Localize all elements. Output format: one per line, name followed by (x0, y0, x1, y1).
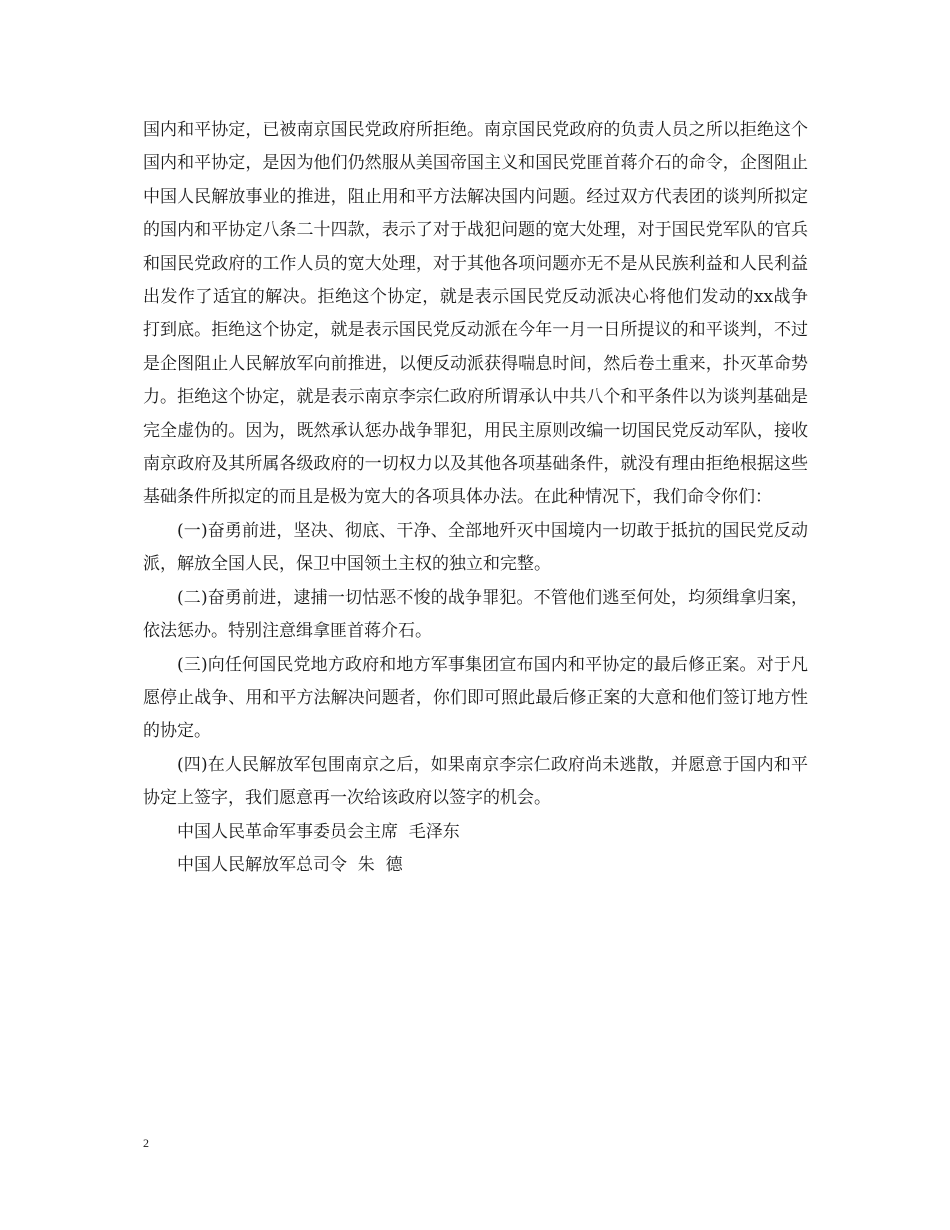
paragraph-order-2: (二)奋勇前进，逮捕一切怙恶不悛的战争罪犯。不管他们逃至何处，均须缉拿归案，依法惩办。特别注意缉拿匪首蒋介石。 (143, 587, 808, 642)
paragraph-order-3: (三)向任何国民党地方政府和地方军事集团宣布国内和平协定的最后修正案。对于凡愿停止战争、用和平方法解决问题者，你们即可照此最后修正案的大意和他们签订地方性的协定。 (143, 654, 808, 742)
paragraph-intro: 国内和平协定，已被南京国民党政府所拒绝。南京国民党政府的负责人员之所以拒绝这个国内和平协定，是因为他们仍然服从美国帝国主义和国民党匪首蒋介石的命令，企图阻止中国人民解放事业的推进，阻止用和平方法解决国内问题。经过双方代表团的谈判所拟定的国内和平协定八条二十四款，表示了对于战犯问题的宽大处理，对于国民党军队的官兵和国民党政府的工作人员的宽大处理，对于其他各项问题亦无不是从民族利益和人民利益出发作了适宜的解决。拒绝这个协定，就是表示国民党反动派决心将他们发动的xx战争打到底。拒绝这个协定，就是表示国民党反动派在今年一月一日所提议的和平谈判，不过是企图阻止人民解放军向前推进，以便反动派获得喘息时间，然后卷土重来，扑灭革命势力。拒绝这个协定，就是表示南京李宗仁政府所谓承认中共八个和平条件以为谈判基础是完全虚伪的。因为，既然承认惩办战争罪犯，用民主原则改编一切国民党反动军队，接收南京政府及其所属各级政府的一切权力以及其他各项基础条件，就没有理由拒绝根据这些基础条件所拟定的而且是极为宽大的各项具体办法。在此种情况下，我们命令你们： (143, 120, 808, 508)
signature-chairman: 中国人民革命军事委员会主席 毛泽东 (177, 821, 460, 842)
signature-commander: 中国人民解放军总司令 朱 德 (177, 854, 403, 875)
paragraph-order-4: (四)在人民解放军包围南京之后，如果南京李宗仁政府尚未逃散，并愿意于国内和平协定上签字，我们愿意再一次给该政府以签字的机会。 (143, 754, 808, 809)
paragraph-order-1: (一)奋勇前进，坚决、彻底、干净、全部地歼灭中国境内一切敢于抵抗的国民党反动派，解放全国人民，保卫中国领土主权的独立和完整。 (143, 520, 808, 575)
page-number: 2 (143, 1136, 149, 1150)
document-body (143, 114, 808, 882)
